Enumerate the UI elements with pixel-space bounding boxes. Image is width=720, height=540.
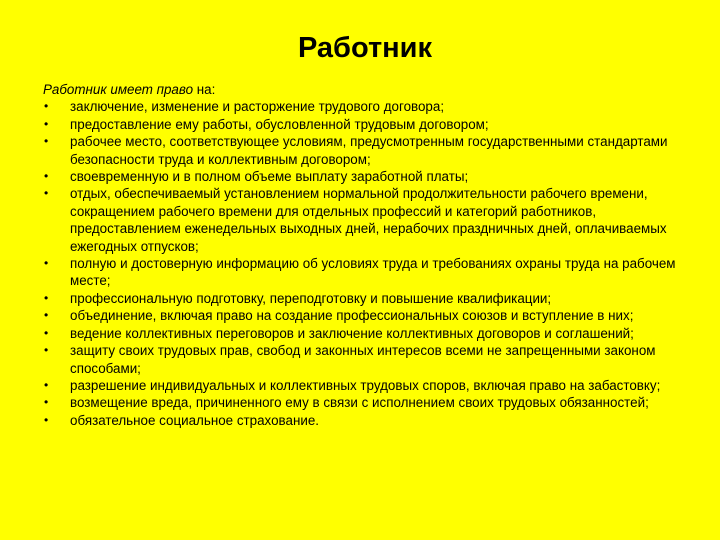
list-item-text: обязательное социальное страхование. [70,412,320,428]
list-item [43,394,693,411]
list-item-text: защиту своих трудовых прав, свобод и законных интересов всеми не запрещенными законом способами; [70,343,656,376]
list-item-text: возмещение вреда, причиненного ему в связи с исполнением своих трудовых обязанностей; [70,395,649,411]
bullet-icon: • [44,99,49,114]
bullet-icon: • [44,325,49,340]
list-item [43,98,693,115]
slide-title: Работник [297,32,433,64]
list-item [43,168,693,185]
list-item-text: своевременную и в полном объеме выплату заработной платы; [70,169,469,185]
list-item [43,377,693,394]
list-item-text: профессиональную подготовку, переподготовку и повышение квалификации; [70,290,552,306]
list-item [43,325,693,342]
list-item-text: заключение, изменение и расторжение трудового договора; [70,99,445,115]
bullet-icon: • [44,186,49,201]
list-item-text: полную и достоверную информацию об условиях труда и требованиях охраны труда на рабочем месте; [70,256,676,289]
slide-body [43,81,693,429]
bullet-icon: • [44,290,49,305]
bullet-icon: • [44,412,49,427]
bullet-icon: • [44,169,49,184]
list-item [43,133,693,168]
list-item [43,342,693,377]
list-item-text: объединение, включая право на создание профессиональных союзов и вступление в них; [70,308,634,324]
bullet-icon: • [44,116,49,131]
list-item [43,185,693,255]
bullet-icon: • [44,256,49,271]
list-item [43,116,693,133]
list-item [43,307,693,324]
list-item [43,412,693,429]
bullet-icon: • [44,395,49,410]
list-item-text: рабочее место, соответствующее условиям, предусмотренным государственными стандартами безопасности труда и коллективным договором; [70,134,668,167]
list-item [43,255,693,290]
bullet-icon: • [44,134,49,149]
list-item-text: разрешение индивидуальных и коллективных трудовых споров, включая право на забастовку; [70,377,661,393]
intro-suffix: на: [193,82,216,97]
bullet-icon: • [44,308,49,323]
list-item-text: ведение коллективных переговоров и заключение коллективных договоров и соглашений; [70,325,634,341]
list-item-text: предоставление ему работы, обусловленной трудовым договором; [70,116,489,132]
intro-subject: Работник имеет право [43,82,194,97]
bullet-icon: • [44,377,49,392]
list-item-text: отдых, обеспечиваемый установлением нормальной продолжительности рабочего времени, сокращением рабочего времени для отдельных профессий и категорий работников, предоставлением еженедельных выходных дней, нерабочих праздничных дней, оплачиваемых ежегодных отпусков; [70,186,667,254]
intro-line [43,81,693,98]
list-item [43,290,693,307]
rights-list [43,98,693,429]
bullet-icon: • [44,343,49,358]
